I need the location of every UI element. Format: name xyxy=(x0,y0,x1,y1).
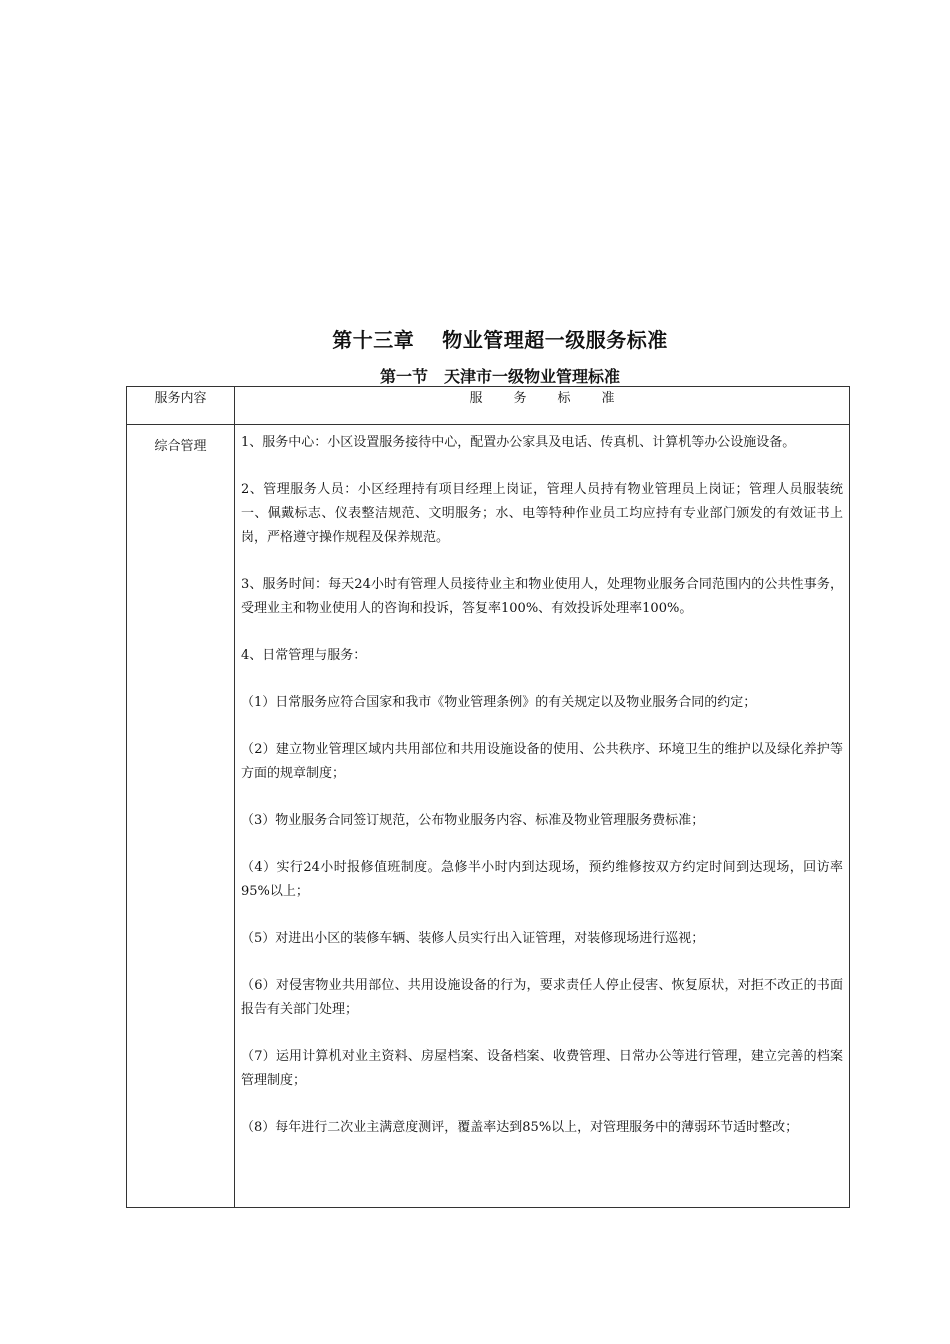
standard-item: （8）每年进行二次业主满意度测评，覆盖率达到85%以上，对管理服务中的薄弱环节适时整改； xyxy=(241,1120,799,1135)
header-service-standard-label: 服务标准 xyxy=(469,391,646,406)
service-standard-table xyxy=(126,386,850,1208)
category-cell: 综合管理 xyxy=(127,425,235,1208)
standard-item: （2）建立物业管理区域内共用部位和共用设施设备的使用、公共秩序、环境卫生的维护以及绿化养护等方面的规章制度； xyxy=(241,742,843,781)
standard-item: 2、管理服务人员：小区经理持有项目经理上岗证，管理人员持有物业管理员上岗证；管理人员服装统一、佩戴标志、仪表整洁规范、文明服务；水、电等特种作业员工均应持有专业部门颁发的有效证书上岗，严格遵守操作规程及保养规范。 xyxy=(241,482,843,545)
standard-content-cell xyxy=(235,425,850,1208)
table-row xyxy=(127,425,850,1208)
table-header-row xyxy=(127,387,850,425)
standard-item: 4、日常管理与服务： xyxy=(241,648,367,663)
standard-item: （5）对进出小区的装修车辆、装修人员实行出入证管理，对装修现场进行巡视； xyxy=(241,931,705,946)
standard-item: （7）运用计算机对业主资料、房屋档案、设备档案、收费管理、日常办公等进行管理，建立完善的档案管理制度； xyxy=(241,1049,843,1088)
standard-item: （4）实行24小时报修值班制度。急修半小时内到达现场，预约维修按双方约定时间到达现场，回访率95%以上； xyxy=(241,860,843,899)
standard-item: （6）对侵害物业共用部位、共用设施设备的行为，要求责任人停止侵害、恢复原状，对拒不改正的书面报告有关部门处理； xyxy=(241,978,843,1017)
standard-item: 1、服务中心：小区设置服务接待中心，配置办公家具及电话、传真机、计算机等办公设施设备。 xyxy=(241,435,796,450)
standard-item: （1）日常服务应符合国家和我市《物业管理条例》的有关规定以及物业服务合同的约定； xyxy=(241,695,757,710)
header-service-standard xyxy=(235,387,850,425)
chapter-title: 第十三章 物业管理超一级服务标准 xyxy=(332,328,668,352)
section-title: 第一节 天津市一级物业管理标准 xyxy=(379,367,620,386)
standard-item: 3、服务时间：每天24小时有管理人员接待业主和物业使用人，处理物业服务合同范围内的公共性事务，受理业主和物业使用人的咨询和投诉，答复率100%、有效投诉处理率100%。 xyxy=(241,577,843,616)
standard-item: （3）物业服务合同签订规范，公布物业服务内容、标准及物业管理服务费标准； xyxy=(241,813,705,828)
header-service-content: 服务内容 xyxy=(127,387,235,425)
